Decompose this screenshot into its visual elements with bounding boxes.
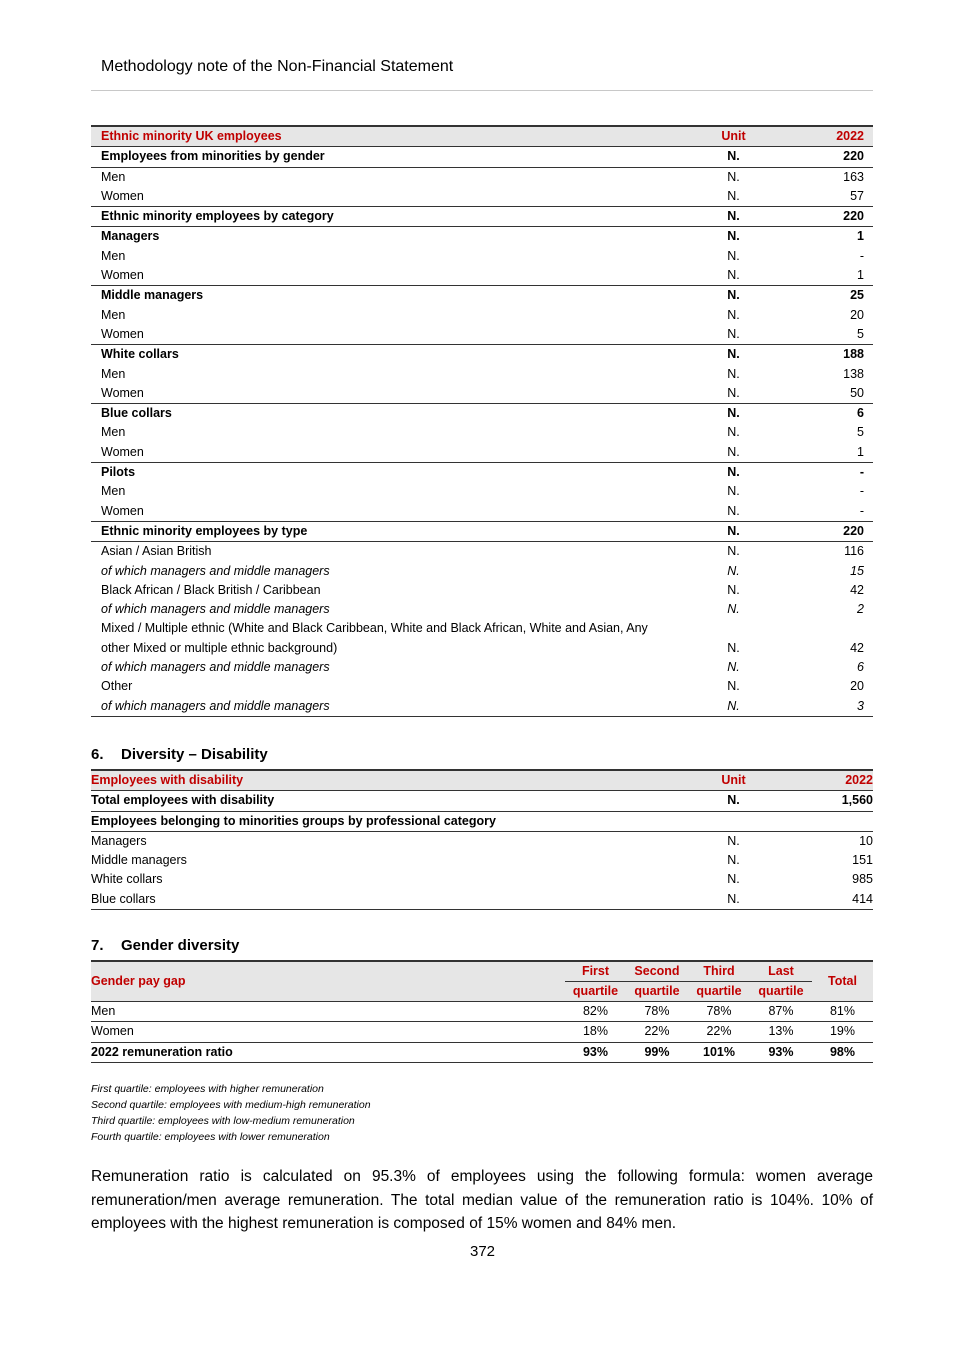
header-unit: Unit xyxy=(671,126,796,147)
row-unit: N. xyxy=(727,307,740,322)
row-label: Middle managers xyxy=(91,853,187,868)
row-value: 116 xyxy=(844,544,864,559)
row-value: 163 xyxy=(843,169,864,184)
row-value: 15 xyxy=(850,563,864,578)
row-q3: 78% xyxy=(688,1002,750,1022)
row-label: of which managers and middle managers xyxy=(101,602,330,617)
row-value: - xyxy=(859,248,864,263)
row-q4: 13% xyxy=(750,1022,812,1042)
row-label: Black African / Black British / Caribbean xyxy=(101,582,321,597)
row-unit: N. xyxy=(727,853,740,868)
row-unit: N. xyxy=(727,465,740,480)
row-unit: N. xyxy=(727,602,740,617)
row-label: Women xyxy=(91,443,671,463)
table-row xyxy=(91,677,873,696)
row-q2: 22% xyxy=(626,1022,688,1042)
row-label: Men xyxy=(101,307,126,322)
row-value: 1 xyxy=(796,266,873,286)
header-q4-line2: quartile xyxy=(750,982,812,1002)
table-row xyxy=(91,384,873,404)
footnote: First quartile: employees with higher remuneration xyxy=(91,1083,324,1095)
section-number: 7. xyxy=(91,937,104,954)
row-value: 1 xyxy=(857,229,864,244)
row-unit: N. xyxy=(727,872,740,887)
table-row xyxy=(91,697,873,717)
row-unit: N. xyxy=(671,266,796,286)
row-total: 98% xyxy=(812,1042,873,1062)
row-unit: N. xyxy=(671,502,796,522)
row-value: 50 xyxy=(796,384,873,404)
row-label: of which managers and middle managers xyxy=(91,697,671,717)
row-value: 414 xyxy=(796,890,873,910)
row-unit: N. xyxy=(727,544,740,559)
header-total: Total xyxy=(812,961,873,1002)
row-value: - xyxy=(796,502,873,522)
table-header-row xyxy=(91,126,873,147)
table-row xyxy=(91,1002,873,1022)
row-q1: 82% xyxy=(565,1002,626,1022)
row-value: 188 xyxy=(843,347,864,362)
row-value: 5 xyxy=(857,425,864,440)
table-header-row xyxy=(91,961,873,982)
row-unit: N. xyxy=(671,207,796,227)
footnote: Third quartile: employees with low-medium remuneration xyxy=(91,1115,355,1127)
table-row xyxy=(91,600,873,619)
row-q3: 101% xyxy=(688,1042,750,1062)
row-value: 1 xyxy=(796,443,873,463)
row-value: 220 xyxy=(796,207,873,227)
row-value: 25 xyxy=(850,288,864,303)
row-label: Women xyxy=(91,502,671,522)
row-label: Women xyxy=(91,266,671,286)
table-row xyxy=(91,811,873,831)
table-row xyxy=(91,521,873,541)
row-label: Men xyxy=(101,425,126,440)
row-unit: N. xyxy=(727,425,740,440)
table-row xyxy=(91,325,873,345)
table-row xyxy=(91,306,873,325)
table-row xyxy=(91,581,873,600)
row-value xyxy=(796,811,873,831)
table-row xyxy=(91,542,873,562)
row-value: 2 xyxy=(857,602,864,617)
page-header-title: Methodology note of the Non-Financial Statement xyxy=(101,58,454,75)
section-7-heading xyxy=(91,937,239,954)
table-row xyxy=(91,831,873,851)
row-value: 10 xyxy=(859,833,873,848)
header-year: 2022 xyxy=(796,126,873,147)
row-unit: N. xyxy=(671,697,796,717)
row-label: Asian / Asian British xyxy=(101,544,212,559)
table-row xyxy=(91,619,873,638)
row-label: other Mixed or multiple ethnic background) xyxy=(101,640,338,655)
table-row xyxy=(91,266,873,286)
row-unit: N. xyxy=(671,791,796,811)
row-value: 5 xyxy=(796,325,873,345)
row-label: 2022 remuneration ratio xyxy=(91,1042,565,1062)
row-q1: 93% xyxy=(565,1042,626,1062)
row-label: Men xyxy=(101,248,126,263)
row-label: Men xyxy=(91,1002,565,1022)
row-label: Blue collars xyxy=(91,890,671,910)
row-unit: N. xyxy=(727,582,740,597)
section-number: 6. xyxy=(91,746,104,763)
row-unit xyxy=(671,811,796,831)
row-unit: N. xyxy=(727,248,740,263)
row-value: 42 xyxy=(850,640,864,655)
row-value: 220 xyxy=(796,147,873,167)
table-row xyxy=(91,890,873,910)
row-label: White collars xyxy=(101,347,179,362)
body-paragraph: Remuneration ratio is calculated on 95.3% of employees using the following formula: women average remuneration/men average remuneration. The total median value of the remuneration ratio is 104%. 10% of employees with the highest remuneration is composed of 15% women and 84% men. xyxy=(91,1168,873,1232)
row-label: Employees belonging to minorities groups by professional category xyxy=(91,811,671,831)
row-unit: N. xyxy=(727,288,740,303)
row-unit: N. xyxy=(671,521,796,541)
row-unit: N. xyxy=(727,660,740,675)
section-6-heading xyxy=(91,746,268,763)
row-label: Total employees with disability xyxy=(91,791,671,811)
row-value: 985 xyxy=(852,872,873,887)
table-row xyxy=(91,562,873,581)
row-value: - xyxy=(859,465,864,480)
page-number: 372 xyxy=(469,1243,496,1260)
row-label: Middle managers xyxy=(101,288,204,303)
table-row xyxy=(91,365,873,384)
row-unit xyxy=(671,619,796,638)
header-year: 2022 xyxy=(796,770,873,791)
row-unit: N. xyxy=(727,563,740,578)
header-q4-line1: Last xyxy=(750,961,812,982)
header-q2-line2: quartile xyxy=(626,982,688,1002)
section-title: Diversity – Disability xyxy=(121,746,268,763)
row-value: 6 xyxy=(857,406,864,421)
table-row xyxy=(91,247,873,266)
row-total: 19% xyxy=(812,1022,873,1042)
header-divider xyxy=(91,90,873,91)
row-unit: N. xyxy=(727,679,740,694)
row-q1: 18% xyxy=(565,1022,626,1042)
header-q1-line1: First xyxy=(565,961,626,982)
row-value: 20 xyxy=(850,679,864,694)
disability-table xyxy=(91,769,873,910)
row-unit: N. xyxy=(671,147,796,167)
row-label: Mixed / Multiple ethnic (White and Black Caribbean, White and Black African, White and Asian, Any xyxy=(101,621,648,636)
header-q3-line1: Third xyxy=(688,961,750,982)
row-label: Men xyxy=(101,169,126,184)
row-label: Ethnic minority employees by category xyxy=(91,207,671,227)
table-row xyxy=(91,658,873,677)
table-header-row xyxy=(91,770,873,791)
header-label: Ethnic minority UK employees xyxy=(91,126,671,147)
row-unit: N. xyxy=(671,890,796,910)
row-value: 3 xyxy=(796,697,873,717)
row-total: 81% xyxy=(812,1002,873,1022)
row-value: 42 xyxy=(850,582,864,597)
row-label: Women xyxy=(91,325,671,345)
table-row xyxy=(91,286,873,306)
table-row xyxy=(91,404,873,424)
row-label: Managers xyxy=(91,833,147,848)
table-row xyxy=(91,482,873,501)
table-row xyxy=(91,167,873,187)
table-row xyxy=(91,851,873,870)
ethnic-minority-table xyxy=(91,125,873,717)
footnotes xyxy=(91,1081,371,1145)
row-value: 1,560 xyxy=(796,791,873,811)
header-q3-line2: quartile xyxy=(688,982,750,1002)
gender-pay-gap-table xyxy=(91,960,873,1063)
table-row xyxy=(91,1042,873,1062)
table-row xyxy=(91,423,873,442)
header-unit: Unit xyxy=(671,770,796,791)
row-q4: 93% xyxy=(750,1042,812,1062)
table-row xyxy=(91,443,873,463)
table-row xyxy=(91,502,873,522)
row-label: Ethnic minority employees by type xyxy=(91,521,671,541)
table-row xyxy=(91,870,873,889)
row-unit: N. xyxy=(727,229,740,244)
row-value: 20 xyxy=(850,307,864,322)
footnote: Second quartile: employees with medium-high remuneration xyxy=(91,1099,371,1111)
row-q2: 78% xyxy=(626,1002,688,1022)
row-unit: N. xyxy=(671,325,796,345)
row-label: Women xyxy=(91,384,671,404)
row-unit: N. xyxy=(671,384,796,404)
table-row xyxy=(91,345,873,365)
row-label: Other xyxy=(101,679,133,694)
table-row xyxy=(91,227,873,247)
row-unit: N. xyxy=(727,406,740,421)
row-label: Men xyxy=(101,484,126,499)
row-value: 220 xyxy=(796,521,873,541)
row-q2: 99% xyxy=(626,1042,688,1062)
header-label: Gender pay gap xyxy=(91,961,565,1002)
table-row xyxy=(91,1022,873,1042)
table-row xyxy=(91,463,873,483)
footnote: Fourth quartile: employees with lower remuneration xyxy=(91,1131,330,1143)
row-value xyxy=(796,619,873,638)
row-value: 138 xyxy=(843,366,864,381)
row-value: - xyxy=(859,484,864,499)
row-label: Women xyxy=(91,187,671,207)
row-value: 57 xyxy=(796,187,873,207)
row-q4: 87% xyxy=(750,1002,812,1022)
row-unit: N. xyxy=(671,187,796,207)
table-row xyxy=(91,147,873,167)
row-label: of which managers and middle managers xyxy=(101,563,330,578)
row-unit: N. xyxy=(727,347,740,362)
row-unit: N. xyxy=(727,640,740,655)
row-label: Employees from minorities by gender xyxy=(91,147,671,167)
row-label: White collars xyxy=(91,872,163,887)
row-unit: N. xyxy=(727,833,740,848)
row-label: Women xyxy=(91,1022,565,1042)
table-row xyxy=(91,791,873,811)
row-q3: 22% xyxy=(688,1022,750,1042)
row-label: Men xyxy=(101,366,126,381)
row-label: Blue collars xyxy=(101,406,172,421)
row-unit: N. xyxy=(671,443,796,463)
header-label: Employees with disability xyxy=(91,770,671,791)
row-unit: N. xyxy=(727,169,740,184)
section-title: Gender diversity xyxy=(121,937,240,954)
header-q2-line1: Second xyxy=(626,961,688,982)
row-label: Managers xyxy=(101,229,160,244)
table-row xyxy=(91,187,873,207)
row-value: 151 xyxy=(852,853,873,868)
row-unit: N. xyxy=(727,484,740,499)
row-value: 6 xyxy=(857,660,864,675)
row-label: Pilots xyxy=(101,465,136,480)
row-label: of which managers and middle managers xyxy=(101,660,330,675)
table-row xyxy=(91,639,873,658)
row-unit: N. xyxy=(727,366,740,381)
table-row xyxy=(91,207,873,227)
header-q1-line2: quartile xyxy=(565,982,626,1002)
